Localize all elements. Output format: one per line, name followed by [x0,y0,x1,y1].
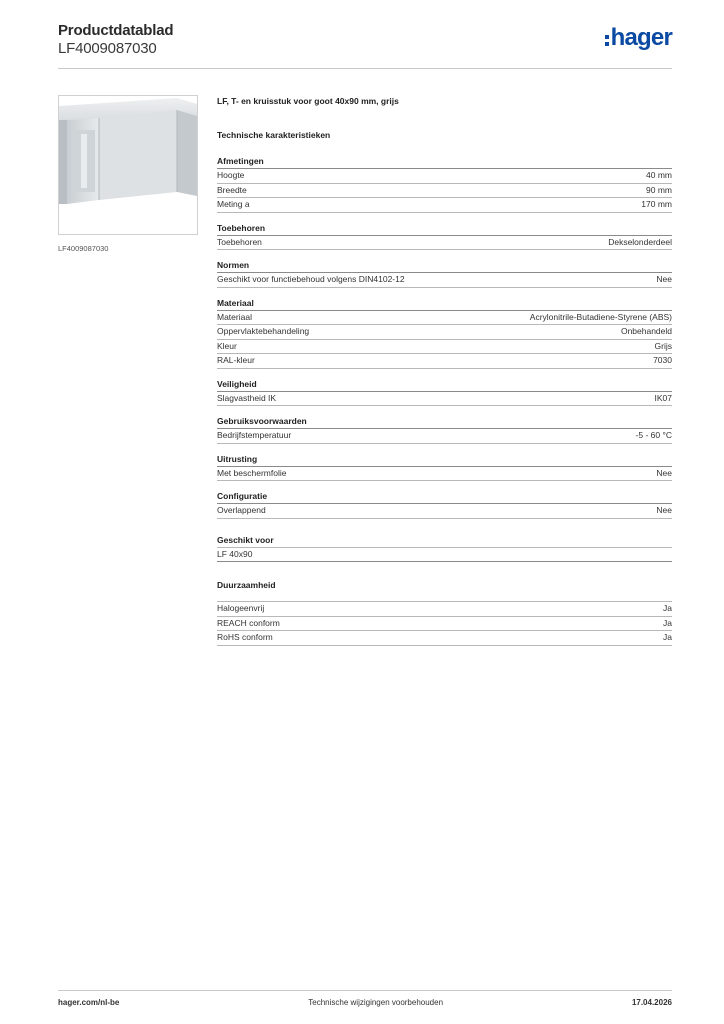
spec-row [217,467,672,482]
spec-row [217,311,672,326]
section-configuratie [217,491,672,519]
section-title: Materiaal [217,298,672,311]
hager-logo [605,26,672,50]
section-toebehoren [217,223,672,251]
spec-value: Nee [656,505,672,515]
spec-value: Nee [656,274,672,284]
spec-row [217,631,672,646]
spec-content [217,96,672,656]
spec-value: Acrylonitrile-Butadiene-Styrene (ABS) [529,311,672,322]
section-title: Gebruiksvoorwaarden [217,416,672,429]
spec-label: RoHS conform [217,632,273,642]
footer-date: 17.04.2026 [631,998,672,1007]
spec-label: LF 40x90 [217,548,253,559]
spec-value: Grijs [654,340,672,351]
spec-label: Meting a [217,199,250,209]
page-footer [58,998,672,1007]
spec-row [217,184,672,199]
footer-notice: Technische wijzigingen voorbehouden [308,998,444,1007]
document-code: LF4009087030 [58,40,157,57]
spec-value: IK07 [654,392,672,403]
spec-label: Met beschermfolie [217,467,287,478]
logo-text: hager [610,24,672,51]
spec-row [217,429,672,444]
spec-label: Breedte [217,184,247,195]
spec-label: REACH conform [217,617,280,628]
spec-row [217,392,672,407]
spec-label: Toebehoren [217,236,262,247]
spec-row [217,325,672,340]
spec-label: Slagvastheid IK [217,392,277,403]
product-image [58,95,198,235]
section-materiaal [217,298,672,369]
section-title: Afmetingen [217,156,672,169]
spec-row [217,354,672,369]
spec-value: 170 mm [641,199,672,209]
spec-row [217,273,672,288]
section-normen [217,260,672,288]
spec-row [217,617,672,632]
spec-label: Halogeenvrij [217,603,265,613]
spec-value: 90 mm [646,184,672,195]
spec-label: Oppervlaktebehandeling [217,326,310,336]
spec-row [217,602,672,617]
section-title: Geschikt voor [217,535,672,548]
section-title: Uitrusting [217,454,672,467]
spec-label: RAL-kleur [217,355,255,365]
section-title: Duurzaamheid [217,578,672,602]
logo-dots-icon [605,35,609,46]
spec-label: Hoogte [217,170,245,180]
header-divider [58,68,672,69]
section-title: Toebehoren [217,223,672,236]
footer-divider [58,990,672,991]
spec-label: Kleur [217,340,237,351]
technical-heading: Technische karakteristieken [217,130,331,140]
document-title: Productdatablad [58,22,174,39]
section-veiligheid [217,379,672,407]
section-uitrusting [217,454,672,482]
spec-label: Geschikt voor functiebehoud volgens DIN4102-12 [217,274,405,284]
section-title: Configuratie [217,491,672,504]
spec-value: Nee [656,467,672,478]
spec-value: Ja [663,603,672,613]
spec-value: Onbehandeld [620,326,672,336]
footer-website-link[interactable]: hager.com/nl-be [58,998,120,1007]
spec-label: Materiaal [217,311,252,322]
spec-value: 40 mm [646,170,672,180]
spec-row [217,340,672,355]
image-caption: LF4009087030 [58,244,109,253]
t-piece-illustration [59,96,197,234]
product-name: LF, T- en kruisstuk voor goot 40x90 mm, grijs [217,96,399,106]
section-title: Veiligheid [217,379,672,392]
section-gebruiksvoorwaarden [217,416,672,444]
spec-value: -5 - 60 °C [635,430,672,440]
page-header [58,22,672,70]
spec-value: Dekselonderdeel [608,236,672,247]
spec-row [217,198,672,213]
spec-row [217,504,672,519]
spec-label: Bedrijfstemperatuur [217,430,292,440]
section-geschikt-voor [217,535,672,563]
section-afmetingen [217,156,672,213]
spec-label: Overlappend [217,505,266,515]
spec-value: 7030 [653,355,672,365]
spec-row [217,169,672,184]
section-duurzaamheid [217,578,672,646]
section-title: Normen [217,260,672,273]
spec-value: Ja [663,632,672,642]
spec-row [217,236,672,251]
spec-value: Ja [663,617,672,628]
spec-row [217,548,672,563]
